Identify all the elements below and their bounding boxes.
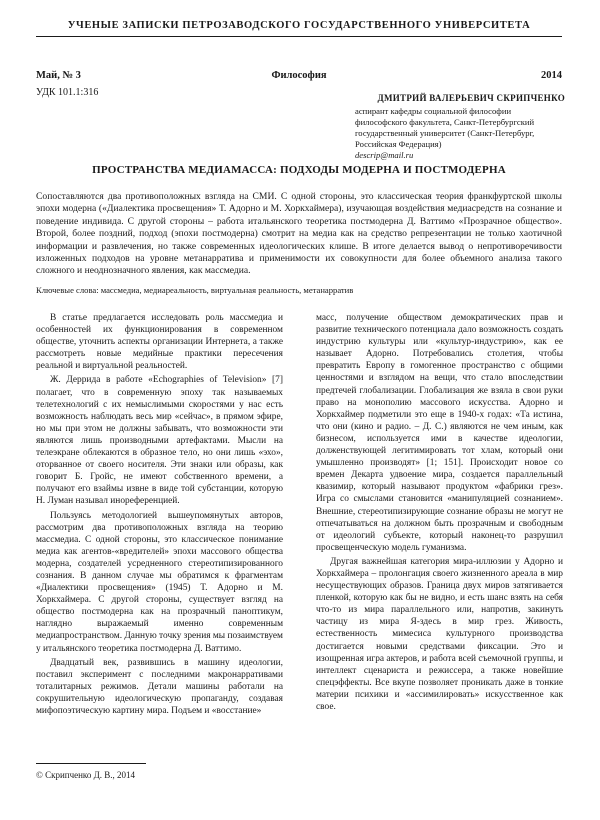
paragraph: В статье предлагается исследовать роль массмедиа и особенностей их функционирования в современном обществе, уточнить аспекты организации Интернета, а также рассмотреть новые медийные практики пересечения реальной и виртуальной реальностей.: [36, 313, 283, 372]
paragraph: Пользуясь методологией вышеупомянутых авторов, рассмотрим два противоположных взгляда на теорию массмедиа. С одной стороны, это классическое понимание медиа как агентов-«вредителей» эпохи массового общества модерна, создателей усредненного стереотипизированного сознания. В данном случае мы обратимся к фрагментам «Диалектики просвещения» (1945) Т. Адорно и М. Хоркхаймера. С другой стороны, существует взгляд на общество постмодерна как на прозрачный паноптикум, наглядно выражаемый именно современным медиапространством. Данную точку зрения мы позаимствуем у итальянского теоретика постмодерна Д. Ваттимо.: [36, 510, 283, 654]
section-label: Философия: [271, 70, 327, 81]
year-label: 2014: [541, 70, 562, 81]
body-column-right: [316, 312, 563, 715]
journal-header: УЧЕНЫЕ ЗАПИСКИ ПЕТРОЗАВОДСКОГО ГОСУДАРСТВЕННОГО УНИВЕРСИТЕТА: [36, 20, 562, 37]
article-title: ПРОСТРАНСТВА МЕДИАМАССА: ПОДХОДЫ МОДЕРНА И ПОСТМОДЕРНА: [92, 164, 506, 176]
paragraph: Ж. Деррида в работе «Echographies of Television» [7] полагает, что в современную эпоху так называемых телетехнологий с их немыслимыми скоростями у нас есть возможность наблюдать весь мир «сейчас», в прямом эфире, но мы при этом не должны забывать, что возможности эти являются лишь производными артефактами. Мысли на телеэкране облекаются в образное тело, но они лишь «эхо», оторванное от своего носителя. Эти знаки или образы, как говорит Б. Гройс, не имеют собственного времени, а получают его взаймы извне в виде той субстанции, которую Н. Луман называл инореференцией.: [36, 375, 283, 507]
paragraph: Двадцатый век, развившись в машину идеологии, поставил эксперимент с последними макронарративами тоталитарных режимов. Детали машины работали на сокрушительную идеологическую пропаганду, создавая мифопоэтическую картину мира. Подъем и «восстание»: [36, 657, 283, 716]
body-column-left: [36, 312, 283, 719]
keywords: Ключевые слова: массмедиа, медиареальность, виртуальная реальность, метанарратив: [36, 285, 354, 295]
author-name: ДМИТРИЙ ВАЛЕРЬЕВИЧ СКРИПЧЕНКО: [377, 93, 565, 103]
author-email: descrip@mail.ru: [355, 150, 414, 160]
issue-row: [36, 70, 562, 84]
footer-rule: [36, 763, 146, 764]
abstract: Сопоставляются два противоположных взгляда на СМИ. С одной стороны, это классическая теория франкфуртской школы эпохи модерна («Диалектика просвещения» Т. Адорно и М. Хоркхаймера), изучающая воздействия медиасредств на сознание и поведение индивида. С другой стороны – работа итальянского теоретика постмодерна Д. Ваттимо «Прозрачное общество». Второй, более поздний, подход (эпохи постмодерна) смотрит на медиа как на средство репрезентации не только хаотичной информации и развлечения, но также современных идеологических клише. В итоге делается вывод о непротиворечивости изложенных подходов на уровне метанарратива и применимости их совокупности для более объемного анализа такого сложного и неоднозначного явления, как массмедиа.: [36, 191, 562, 277]
paragraph: масс, получение обществом демократических прав и развитие технического потенциала дало возможность создать индустрию культуры или «культур-индустрию», как ее называет Адорно. Потребовались столетия, чтобы превратить Европу в гомогенное пространство с общими ценностями и взглядом на вещи, что стало впоследствии предтечей глобализации. Глобализация же взяла в свои руки право на монополию массового искусства. Адорно и Хоркхаймер подметили это еще в 1940-х годах: «Та истина, что они (кино и радио. – Д. С.) являются не чем иным, как бизнесом, используется ими в качестве идеологии, долженствующей легитимировать тот хлам, который они умышленно производят» [1; 151]. Происходит новое со времен Декарта удвоение мира, создается параллельный квазимир, который называют продуктом «фабрики грез». Игра со смыслами становится «манипуляцией сознанием». Внешние, стереотипизирующие сознание образы не могут не отпечатываться на должном быть прозрачным и свободным от идеологий субъекте, который наконец-то разрушил просвещенческую модель гуманизма.: [316, 313, 563, 553]
author-affiliation: аспирант кафедры социальной философии философского факультета, Санкт-Петербургский государственный университет (Санкт-Петербург, Российская Федерация): [355, 106, 535, 149]
author-block: [355, 93, 565, 161]
issue-label: Май, № 3: [36, 70, 81, 81]
paragraph: Другая важнейшая категория мира-иллюзии у Адорно и Хоркхаймера – пролонгация своего жизненного ареала в мир несуществующих образов. Граница двух миров затягивается пленкой, которую как бы не видно, и есть шанс взять на себя что-то из мира параллельного или, напротив, закинуть частицу из мира Я-здесь в мир грез. Живость, естественность мимесиса культурного производства достигается новыми средствами фиксации. Это и изощренная игра актеров, и работа всей съемочной группы, и интеллект сценариста и режиссера, а также новейшие спецэффекты. Все вкупе позволяет проникать даже в тонкие материи психики и «ассимилировать» искусственное как свое.: [316, 556, 563, 712]
udc-code: УДК 101.1:316: [36, 87, 99, 98]
copyright: © Скрипченко Д. В., 2014: [36, 770, 135, 780]
